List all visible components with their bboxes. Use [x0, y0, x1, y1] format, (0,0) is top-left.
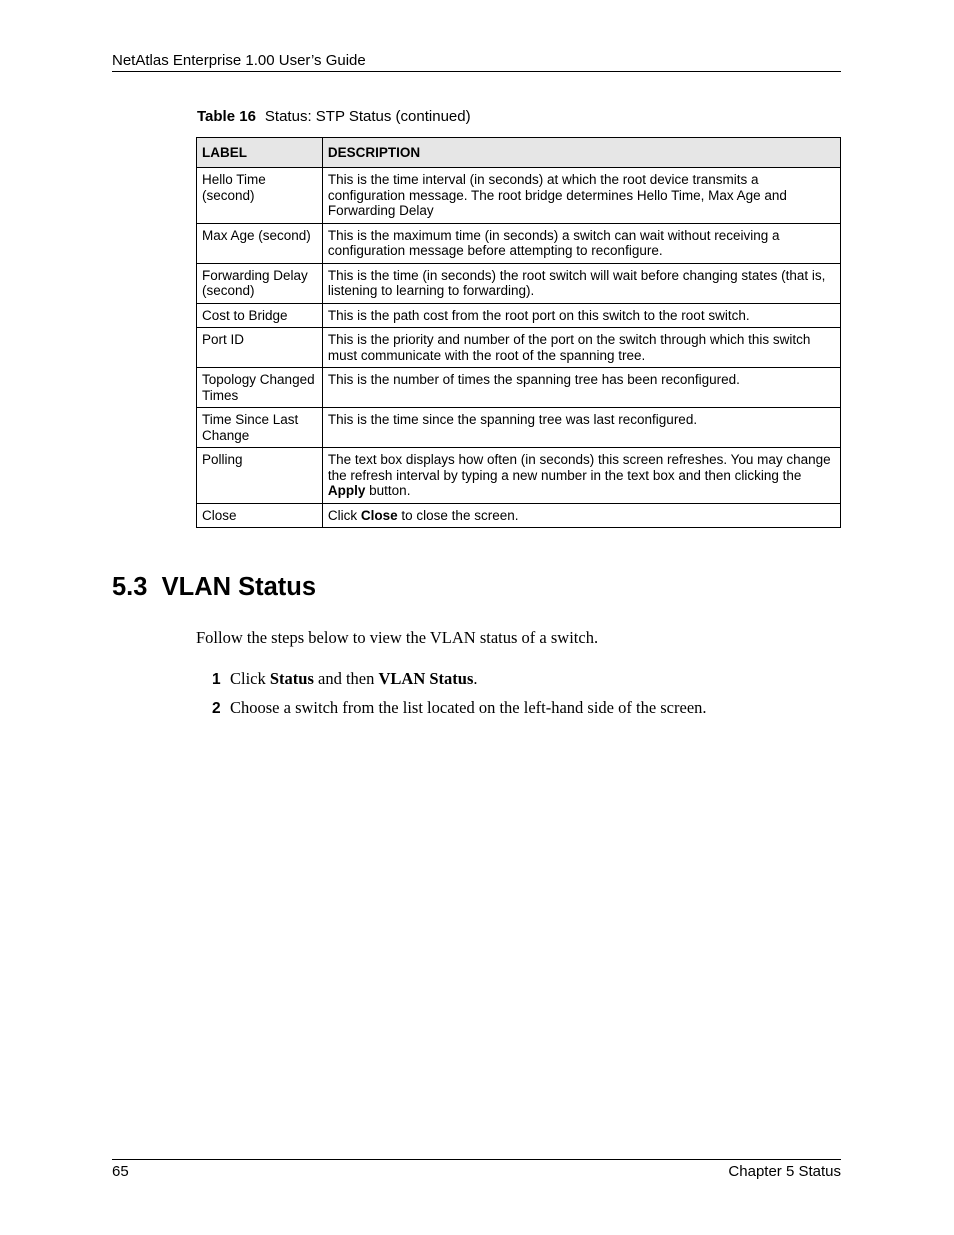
- running-header: NetAtlas Enterprise 1.00 User’s Guide: [112, 52, 366, 69]
- status-term: Status: [269, 669, 314, 688]
- table-caption: [197, 108, 471, 125]
- row-label: Close: [197, 503, 323, 528]
- column-header-label: LABEL: [197, 138, 323, 168]
- step-item: 1 Click Status and then VLAN Status.: [212, 669, 478, 688]
- row-label: Max Age (second): [197, 223, 323, 263]
- row-description: This is the time interval (in seconds) at which the root device transmits a configuration message. The root bridge determines Hello Time, Max Age and Forwarding Delay: [322, 168, 840, 224]
- row-label: Time Since Last Change: [197, 408, 323, 448]
- close-term: Close: [360, 507, 398, 523]
- table-header-row: [197, 138, 841, 168]
- row-label: Hello Time (second): [197, 168, 323, 224]
- table-row: [197, 168, 841, 224]
- intro-paragraph: Follow the steps below to view the VLAN status of a switch.: [196, 628, 599, 647]
- section-heading: 5.3 VLAN Status: [112, 573, 317, 601]
- vlan-status-term: VLAN Status: [378, 669, 474, 688]
- row-description: This is the number of times the spanning tree has been reconfigured.: [322, 368, 840, 408]
- table-row: [197, 263, 841, 303]
- step-number: 1: [212, 671, 221, 688]
- row-description: This is the time (in seconds) the root switch will wait before changing states (that is, listening to learning to forwarding).: [322, 263, 840, 303]
- row-label: Forwarding Delay (second): [197, 263, 323, 303]
- table-row: [197, 223, 841, 263]
- row-label: Topology Changed Times: [197, 368, 323, 408]
- step-number: 2: [212, 700, 221, 717]
- step-item: 2 Choose a switch from the list located on the left-hand side of the screen.: [212, 698, 707, 717]
- table-caption-label: Table 16: [197, 108, 256, 125]
- row-description: This is the path cost from the root port on this switch to the root switch.: [322, 303, 840, 328]
- row-label: Cost to Bridge: [197, 303, 323, 328]
- header-rule: [112, 71, 841, 72]
- table-caption-text: Status: STP Status (continued): [264, 108, 471, 125]
- stp-status-table: [196, 137, 841, 528]
- footer-rule: [112, 1159, 841, 1160]
- table-row: [197, 503, 841, 528]
- chapter-title: Chapter 5 Status: [728, 1163, 841, 1180]
- apply-term: Apply: [327, 483, 366, 498]
- row-description: Click Close to close the screen.: [322, 503, 840, 528]
- table-row: [197, 303, 841, 328]
- row-label: Port ID: [197, 328, 323, 368]
- row-description: This is the maximum time (in seconds) a switch can wait without receiving a configuration message before attempting to reconfigure.: [322, 223, 840, 263]
- row-description: This is the time since the spanning tree was last reconfigured.: [322, 408, 840, 448]
- table-row: [197, 408, 841, 448]
- row-label: Polling: [197, 448, 323, 504]
- table-row: [197, 448, 841, 504]
- page-number: 65: [112, 1163, 129, 1180]
- row-description: This is the priority and number of the port on the switch through which this switch must communicate with the root of the spanning tree.: [322, 328, 840, 368]
- column-header-description: DESCRIPTION: [322, 138, 840, 168]
- table-row: [197, 368, 841, 408]
- row-description: The text box displays how often (in seconds) this screen refreshes. You may change the refresh interval by typing a new number in the text box and then clicking the Apply button.: [322, 448, 840, 504]
- table-row: [197, 328, 841, 368]
